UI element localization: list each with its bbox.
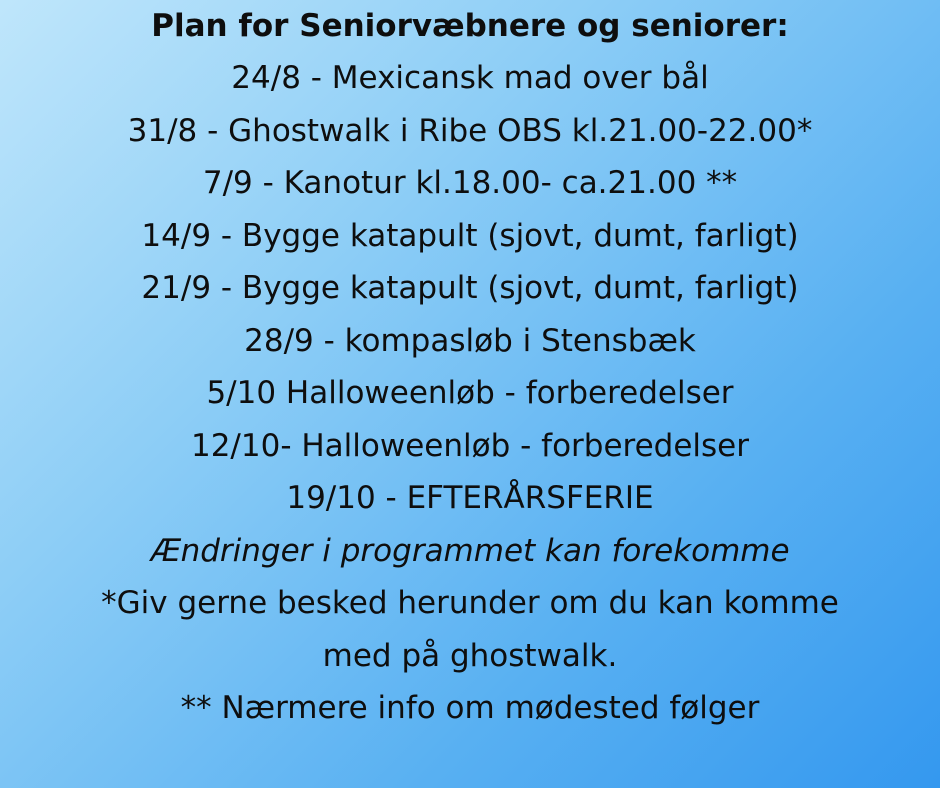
schedule-item-2: 31/8 - Ghostwalk i Ribe OBS kl.21.00-22.00* <box>127 112 813 149</box>
schedule-item-7: 5/10 Halloweenløb - forberedelser <box>206 375 734 411</box>
schedule-item-5: 21/9 - Bygge katapult (sjovt, dumt, farligt) <box>141 270 799 306</box>
changes-notice: Ændringer i programmet kan forekomme <box>150 532 790 569</box>
schedule-item-4: 14/9 - Bygge katapult (sjovt, dumt, farligt) <box>141 217 799 254</box>
poster-title: Plan for Seniorvæbnere og seniorer: <box>151 8 789 44</box>
schedule-item-1: 24/8 - Mexicansk mad over bål <box>231 60 709 96</box>
footnote-ghostwalk-line-1: *Giv gerne besked herunder om du kan komme <box>101 585 839 621</box>
schedule-item-9: 19/10 - EFTERÅRSFERIE <box>286 480 654 516</box>
schedule-item-6: 28/9 - kompasløb i Stensbæk <box>244 322 696 359</box>
schedule-item-3: 7/9 - Kanotur kl.18.00- ca.21.00 ** <box>202 165 738 201</box>
footnote-ghostwalk-line-2: med på ghostwalk. <box>322 637 618 674</box>
footnote-meeting-place: ** Nærmere info om mødested følger <box>180 690 760 726</box>
schedule-item-8: 12/10- Halloweenløb - forberedelser <box>190 427 749 464</box>
